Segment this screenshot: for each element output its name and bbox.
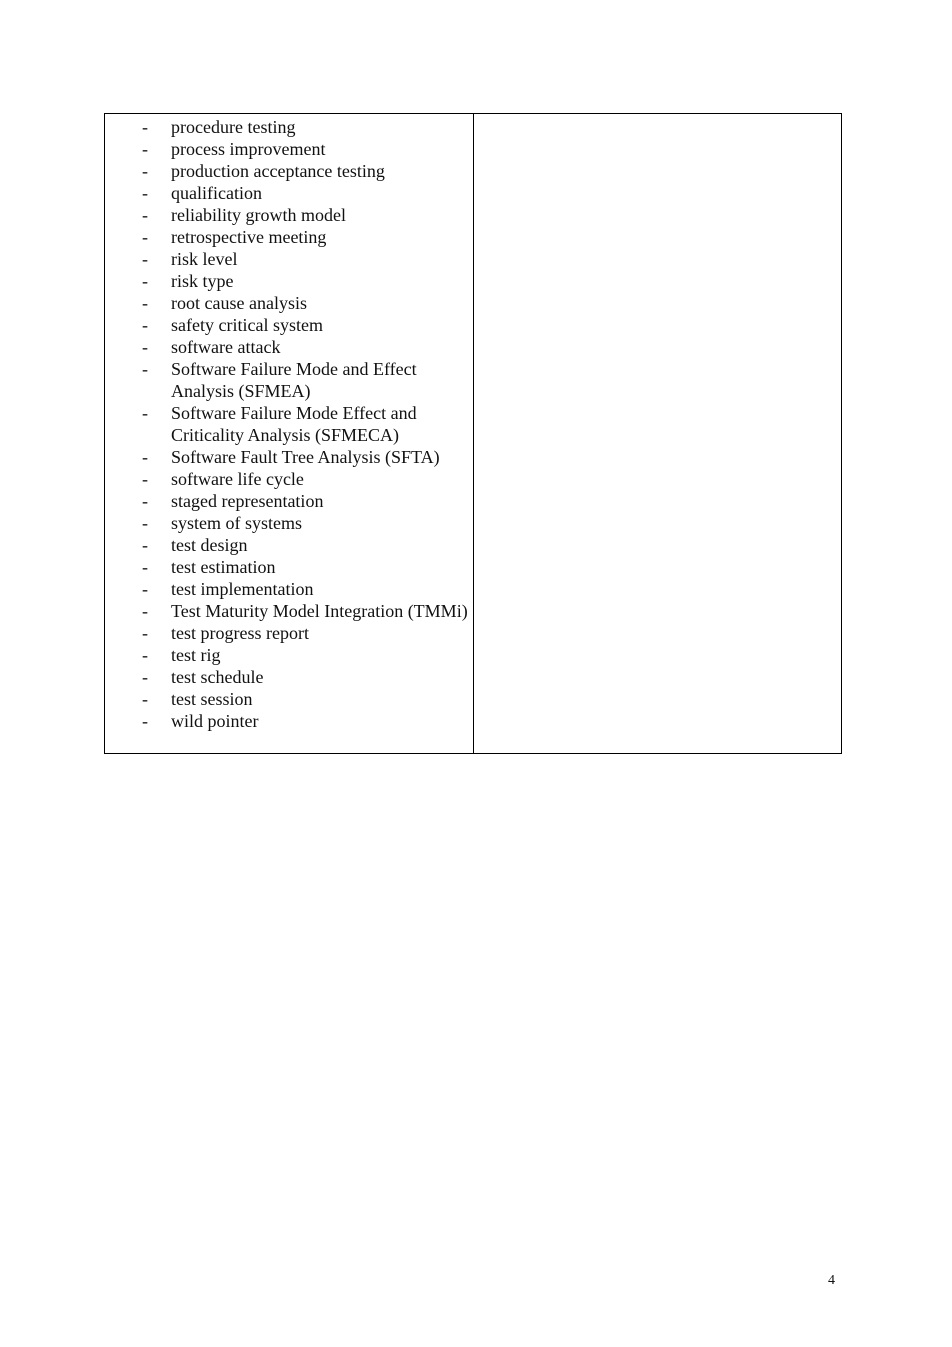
term-text: system of systems: [171, 513, 303, 533]
term-text: production acceptance testing: [171, 161, 385, 181]
list-item: [105, 688, 473, 710]
bullet-dash: -: [142, 469, 148, 489]
list-item: [105, 204, 473, 226]
bullet-dash: -: [142, 139, 148, 159]
list-item: [105, 578, 473, 600]
bullet-dash: -: [142, 227, 148, 247]
term-list: [105, 116, 473, 732]
term-text: safety critical system: [171, 315, 323, 335]
list-item: [105, 270, 473, 292]
table-cell-terms: [105, 114, 474, 753]
list-item: [105, 138, 473, 160]
list-item: [105, 160, 473, 182]
page-number: 4: [828, 1273, 835, 1288]
bullet-dash: -: [142, 623, 148, 643]
bullet-dash: -: [142, 403, 148, 423]
term-text: software life cycle: [171, 469, 304, 489]
bullet-dash: -: [142, 183, 148, 203]
term-text: process improvement: [171, 139, 326, 159]
list-item: [105, 358, 473, 402]
list-item: [105, 600, 473, 622]
list-item: [105, 534, 473, 556]
bullet-dash: -: [142, 315, 148, 335]
list-item: [105, 292, 473, 314]
bullet-dash: -: [142, 557, 148, 577]
term-text: risk level: [171, 249, 238, 269]
bullet-dash: -: [142, 689, 148, 709]
list-item: [105, 336, 473, 358]
table-cell-empty: [474, 114, 841, 753]
list-item: [105, 468, 473, 490]
bullet-dash: -: [142, 711, 148, 731]
term-text: Test Maturity Model Integration (TMMi): [171, 601, 468, 621]
term-text: procedure testing: [171, 117, 296, 137]
list-item: [105, 226, 473, 248]
bullet-dash: -: [142, 293, 148, 313]
bullet-dash: -: [142, 161, 148, 181]
term-text: test implementation: [171, 579, 314, 599]
list-item: [105, 622, 473, 644]
term-text: test schedule: [171, 667, 264, 687]
bullet-dash: -: [142, 579, 148, 599]
list-item: [105, 490, 473, 512]
list-item: [105, 446, 473, 468]
term-text: reliability growth model: [171, 205, 346, 225]
term-text: Software Failure Mode Effect and Criticality Analysis (SFMECA): [171, 403, 417, 445]
list-item: [105, 666, 473, 688]
term-text: root cause analysis: [171, 293, 307, 313]
glossary-table: [104, 113, 842, 754]
bullet-dash: -: [142, 535, 148, 555]
bullet-dash: -: [142, 249, 148, 269]
list-item: [105, 644, 473, 666]
term-text: test session: [171, 689, 253, 709]
bullet-dash: -: [142, 491, 148, 511]
bullet-dash: -: [142, 667, 148, 687]
term-text: software attack: [171, 337, 281, 357]
list-item: [105, 116, 473, 138]
list-item: [105, 402, 473, 446]
bullet-dash: -: [142, 359, 148, 379]
term-text: retrospective meeting: [171, 227, 327, 247]
term-text: test progress report: [171, 623, 309, 643]
bullet-dash: -: [142, 513, 148, 533]
term-text: risk type: [171, 271, 234, 291]
bullet-dash: -: [142, 117, 148, 137]
list-item: [105, 248, 473, 270]
list-item: [105, 556, 473, 578]
term-text: test estimation: [171, 557, 276, 577]
term-text: staged representation: [171, 491, 324, 511]
bullet-dash: -: [142, 645, 148, 665]
term-text: Software Fault Tree Analysis (SFTA): [171, 447, 440, 467]
term-text: Software Failure Mode and Effect Analysis (SFMEA): [171, 359, 417, 401]
term-text: test design: [171, 535, 248, 555]
list-item: [105, 512, 473, 534]
list-item: [105, 182, 473, 204]
list-item: [105, 710, 473, 732]
term-text: qualification: [171, 183, 262, 203]
term-text: wild pointer: [171, 711, 259, 731]
list-item: [105, 314, 473, 336]
bullet-dash: -: [142, 205, 148, 225]
term-text: test rig: [171, 645, 221, 665]
bullet-dash: -: [142, 447, 148, 467]
bullet-dash: -: [142, 601, 148, 621]
bullet-dash: -: [142, 337, 148, 357]
bullet-dash: -: [142, 271, 148, 291]
